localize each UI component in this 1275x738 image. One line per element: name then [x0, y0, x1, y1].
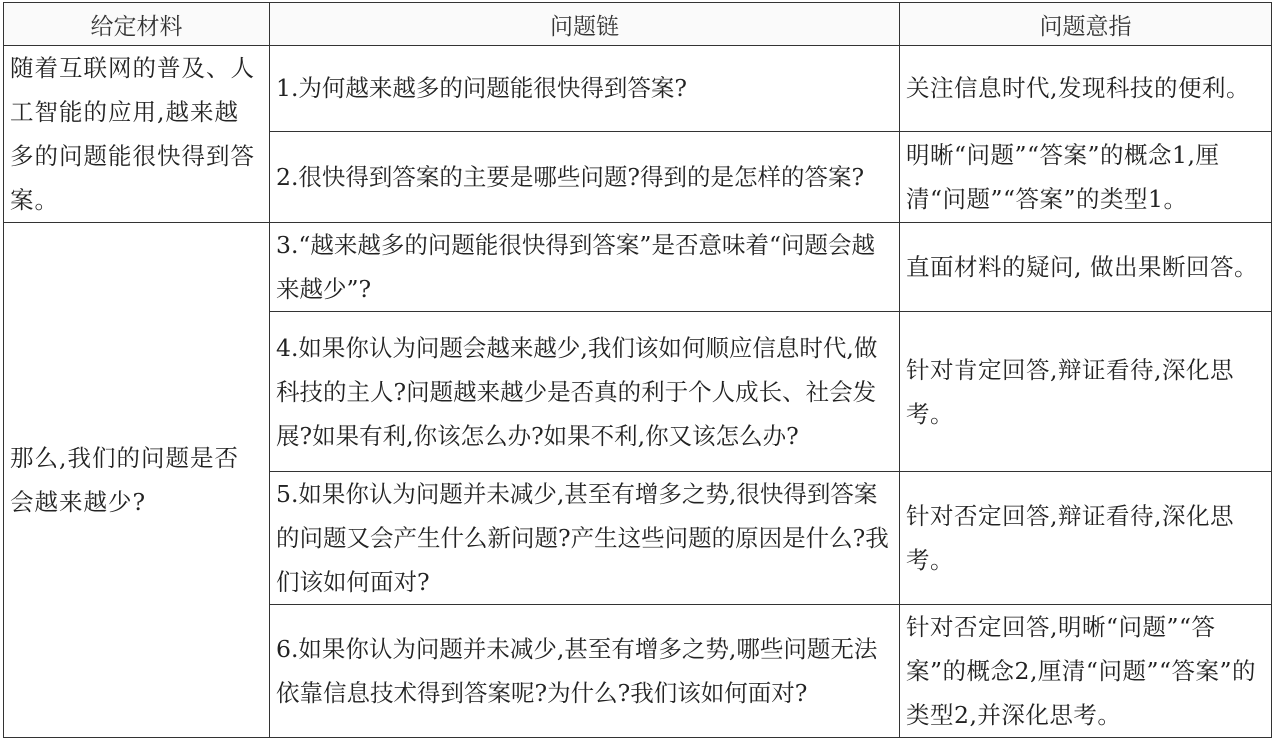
meaning-text: 关注信息时代,发现科技的便利。 [906, 74, 1250, 103]
table-row [4, 46, 1272, 132]
material-cell [4, 46, 270, 223]
question-cell [270, 312, 900, 472]
meaning-text: 直面材料的疑问, 做出果断回答。 [906, 253, 1258, 281]
meaning-cell [900, 605, 1272, 738]
question-text: 4.如果你认为问题会越来越少,我们该如何顺应信息时代,做科技的主人?问题越来越少是否真的利于个人成长、社会发展?如果有利,你该怎么办?如果不利,你又该怎么办? [276, 333, 878, 450]
question-chain-table [3, 2, 1272, 738]
question-cell [270, 472, 900, 605]
question-text: 2.很快得到答案的主要是哪些问题?得到的是怎样的答案? [276, 162, 865, 191]
material-text: 随着互联网的普及、人工智能的应用,越来越多的问题能很快得到答案。 [10, 54, 255, 214]
meaning-cell [900, 131, 1272, 222]
question-text: 3.“越来越多的问题能很快得到答案”是否意味着“问题会越来越少”? [276, 231, 875, 303]
table-row [4, 223, 1272, 312]
question-text: 1.为何越来越多的问题能很快得到答案? [276, 74, 688, 103]
meaning-cell [900, 472, 1272, 605]
meaning-text: 针对否定回答,明晰“问题”“答案”的概念2,厘清“问题”“答案”的类型2,并深化思考。 [906, 613, 1256, 729]
question-cell [270, 223, 900, 312]
question-cell [270, 46, 900, 132]
meaning-text: 明晰“问题”“答案”的概念1,厘清“问题”“答案”的类型1。 [906, 140, 1220, 213]
question-cell [270, 131, 900, 222]
material-text: 那么,我们的问题是否会越来越少? [10, 444, 239, 516]
meaning-cell [900, 223, 1272, 312]
question-text: 5.如果你认为问题并未减少,甚至有增多之势,很快得到答案的问题又会产生什么新问题?产生这些问题的原因是什么?我们该如何面对? [276, 480, 889, 596]
meaning-text: 针对肯定回答,辩证看待,深化思考。 [906, 355, 1234, 428]
header-meaning: 问题意指 [900, 3, 1272, 46]
header-chain: 问题链 [270, 3, 900, 46]
header-row [4, 3, 1272, 46]
meaning-cell [900, 312, 1272, 472]
question-text: 6.如果你认为问题并未减少,甚至有增多之势,哪些问题无法依靠信息技术得到答案呢?为什么?我们该如何面对? [276, 635, 878, 707]
header-material: 给定材料 [4, 3, 270, 46]
meaning-cell [900, 46, 1272, 132]
question-cell [270, 605, 900, 738]
meaning-text: 针对否定回答,辩证看待,深化思考。 [906, 502, 1234, 574]
material-cell [4, 223, 270, 738]
